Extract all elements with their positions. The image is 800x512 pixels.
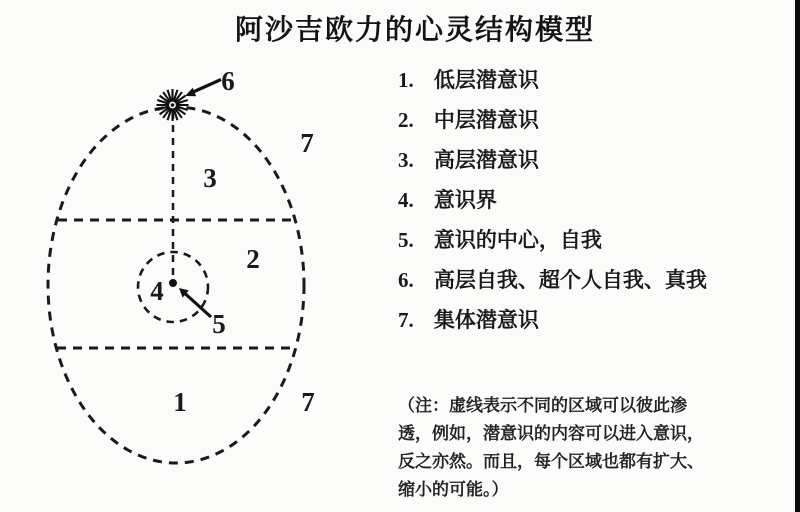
legend-item-number: 5.	[398, 228, 414, 252]
higher-self-star-icon	[157, 89, 189, 121]
legend-item-label: 中层潜意识	[433, 109, 539, 132]
legend-item-label: 高层自我、超个人自我、真我	[433, 269, 707, 292]
legend-item-5	[398, 220, 790, 260]
right-edge-bar	[795, 0, 800, 512]
label-collective-unconscious-bottom: 7	[301, 387, 315, 417]
label-field-of-consciousness: 4	[150, 276, 164, 306]
legend-item-number: 3.	[398, 148, 414, 172]
legend-item-number: 6.	[398, 268, 414, 292]
label-higher-self: 6	[221, 66, 235, 96]
label-collective-unconscious-top: 7	[300, 128, 314, 158]
label-conscious-self: 5	[212, 309, 226, 339]
footnote-line: 透，例如，潜意识的内容可以进入意识，	[398, 424, 704, 443]
label-lower-unconscious: 1	[173, 387, 187, 417]
footnote-line: （注：虚线表示不同的区域可以彼此渗	[398, 396, 687, 415]
legend-list	[398, 60, 790, 340]
legend-item-3	[398, 140, 790, 180]
arrow-to-higher-self-icon	[185, 80, 221, 97]
label-middle-unconscious: 2	[246, 244, 260, 274]
page-title: 阿沙吉欧力的心灵结构模型	[234, 14, 595, 45]
self-center-dot	[169, 279, 177, 287]
footnote-line: 缩小的可能。）	[398, 480, 509, 499]
legend-item-label: 集体潜意识	[433, 309, 539, 332]
legend-item-7	[398, 300, 790, 340]
legend-item-number: 2.	[398, 108, 414, 132]
legend-item-number: 1.	[398, 68, 414, 92]
legend-item-1	[398, 60, 790, 100]
footnote-line: 反之亦然。而且，每个区域也都有扩大、	[398, 452, 704, 471]
legend-item-number: 7.	[398, 308, 414, 332]
legend-item-label: 低层潜意识	[433, 69, 539, 92]
legend-item-number: 4.	[398, 188, 414, 212]
legend-item-2	[398, 100, 790, 140]
legend-item-4	[398, 180, 790, 220]
legend-item-label: 高层潜意识	[433, 149, 539, 172]
label-higher-unconscious: 3	[203, 163, 217, 193]
legend-item-label: 意识的中心，自我	[433, 229, 602, 252]
legend-item-label: 意识界	[433, 189, 497, 212]
footnote	[398, 392, 790, 504]
legend-item-6	[398, 260, 790, 300]
